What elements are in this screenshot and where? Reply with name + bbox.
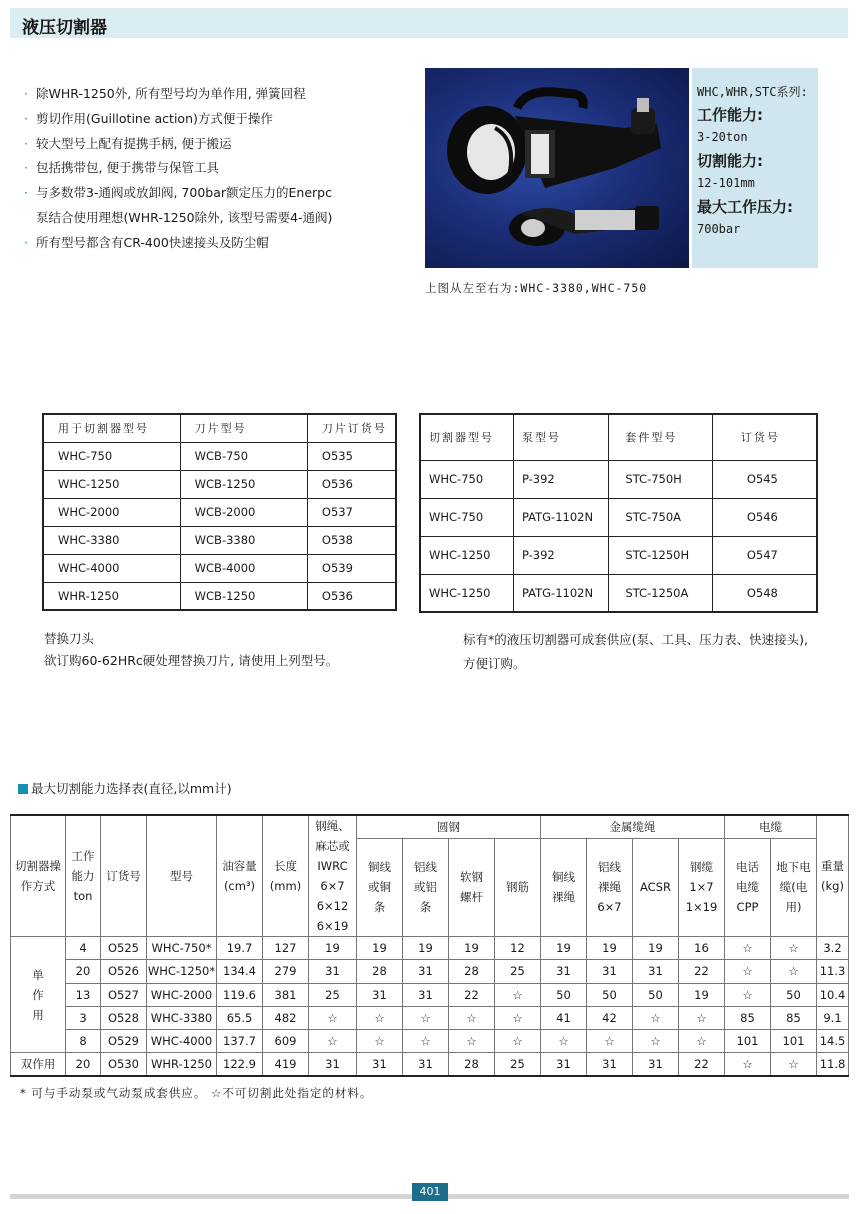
list-item-text: 包括携带包, 便于携带与保管工具 bbox=[36, 160, 219, 176]
table-cell: WHC-4000 bbox=[43, 554, 180, 582]
table-cell: ☆ bbox=[679, 1006, 725, 1029]
section-title bbox=[18, 779, 232, 797]
table-cell: O526 bbox=[101, 960, 147, 983]
spec-cut-label: 切割能力: bbox=[697, 152, 763, 170]
table-header: 油容量(cm³) bbox=[217, 815, 263, 937]
list-item bbox=[24, 132, 404, 157]
table-cell: 22 bbox=[449, 983, 495, 1006]
table-cell: 19 bbox=[357, 937, 403, 960]
spec-cut-value: 12-101mm bbox=[697, 176, 755, 190]
table-cell: ☆ bbox=[357, 1006, 403, 1029]
table-cell: 16 bbox=[679, 937, 725, 960]
table-cell: 19.7 bbox=[217, 937, 263, 960]
table-cell: 14.5 bbox=[817, 1030, 849, 1053]
title-bar bbox=[10, 8, 848, 38]
table-cell: O536 bbox=[307, 582, 396, 610]
table-cell: 28 bbox=[449, 960, 495, 983]
table-header: 钢缆1×7 1×19 bbox=[679, 838, 725, 936]
list-item bbox=[24, 181, 404, 206]
table-header: 重量(kg) bbox=[817, 815, 849, 937]
table-cell: 3.2 bbox=[817, 937, 849, 960]
table-cell: 50 bbox=[541, 983, 587, 1006]
table-cell: ☆ bbox=[495, 983, 541, 1006]
table-cell: 41 bbox=[541, 1006, 587, 1029]
table-cell: ☆ bbox=[309, 1030, 357, 1053]
table-cell: ☆ bbox=[449, 1006, 495, 1029]
spec-pressure-value: 700bar bbox=[697, 222, 741, 236]
list-item-text: 较大型号上配有提携手柄, 便于搬运 bbox=[36, 135, 232, 151]
table-cell: 28 bbox=[357, 960, 403, 983]
list-item bbox=[24, 231, 404, 256]
table-cell: 25 bbox=[495, 1053, 541, 1076]
table-cell: 31 bbox=[357, 1053, 403, 1076]
table-header: 钢绳、麻芯或IWRC 6×7 6×12 6×19 bbox=[309, 815, 357, 937]
table-header: 刀片订货号 bbox=[307, 414, 396, 442]
table-cell: 31 bbox=[541, 960, 587, 983]
table-cell: 19 bbox=[541, 937, 587, 960]
table-cell: WCB-1250 bbox=[180, 470, 307, 498]
table-cell: O547 bbox=[712, 536, 817, 574]
footnote: * 可与手动泵或气动泵成套供应。 ☆不可切割此处指定的材料。 bbox=[20, 1086, 373, 1100]
page-number: 401 bbox=[412, 1183, 448, 1201]
table-row bbox=[11, 983, 849, 1006]
table-cell: ☆ bbox=[403, 1006, 449, 1029]
table-cell: 134.4 bbox=[217, 960, 263, 983]
table-header: 软钢螺杆 bbox=[449, 838, 495, 936]
photo-caption: 上图从左至右为:WHC-3380,WHC-750 bbox=[425, 281, 648, 295]
spec-pressure-label: 最大工作压力: bbox=[697, 198, 793, 216]
note-title: 替换刀头 bbox=[44, 631, 95, 646]
table-row bbox=[43, 498, 396, 526]
table-cell: 9.1 bbox=[817, 1006, 849, 1029]
table-header-row bbox=[43, 414, 396, 442]
table-cell: 85 bbox=[771, 1006, 817, 1029]
table-cell: 25 bbox=[495, 960, 541, 983]
table-cell: WHC-4000 bbox=[147, 1030, 217, 1053]
table-cell: WHC-750 bbox=[420, 498, 513, 536]
bullet-icon: · bbox=[24, 160, 28, 176]
blade-table bbox=[42, 413, 397, 611]
table-cell: 31 bbox=[309, 960, 357, 983]
table-row bbox=[43, 526, 396, 554]
section-title-text: 最大切割能力选择表(直径,以mm计) bbox=[31, 781, 232, 796]
table-cell: 31 bbox=[587, 960, 633, 983]
capacity-table bbox=[10, 814, 849, 1077]
table-row bbox=[11, 937, 849, 960]
table-cell: WHC-1250 bbox=[420, 536, 513, 574]
table-cell: STC-1250H bbox=[609, 536, 712, 574]
table-cell: 42 bbox=[587, 1006, 633, 1029]
table-header: 用于切割器型号 bbox=[43, 414, 180, 442]
table-cell: O537 bbox=[307, 498, 396, 526]
table-header-row bbox=[420, 414, 817, 460]
table-cell: 31 bbox=[403, 960, 449, 983]
table-cell: WHC-750* bbox=[147, 937, 217, 960]
table-row bbox=[420, 460, 817, 498]
table-cell: O535 bbox=[307, 442, 396, 470]
table-cell: 122.9 bbox=[217, 1053, 263, 1076]
table-cell: WHC-2000 bbox=[147, 983, 217, 1006]
table-row bbox=[420, 498, 817, 536]
table-cell: 31 bbox=[587, 1053, 633, 1076]
table-cell: PATG-1102N bbox=[513, 498, 608, 536]
product-photo bbox=[425, 68, 689, 268]
table-cell: 22 bbox=[679, 960, 725, 983]
list-item bbox=[24, 82, 404, 107]
table-cell: O527 bbox=[101, 983, 147, 1006]
table-cell: ☆ bbox=[633, 1030, 679, 1053]
table-cell: 20 bbox=[66, 960, 101, 983]
table-cell: O539 bbox=[307, 554, 396, 582]
table-cell: 31 bbox=[633, 1053, 679, 1076]
table-cell: P-392 bbox=[513, 536, 608, 574]
table-cell: WHC-1250 bbox=[43, 470, 180, 498]
table-cell: 13 bbox=[66, 983, 101, 1006]
table-cell: 19 bbox=[587, 937, 633, 960]
list-item-continuation: 泵结合使用理想(WHR-1250除外, 该型号需要4-通阀) bbox=[36, 209, 333, 225]
spec-capacity-label: 工作能力: bbox=[697, 106, 763, 124]
table-cell: O525 bbox=[101, 937, 147, 960]
table-cell: 119.6 bbox=[217, 983, 263, 1006]
table-cell: 65.5 bbox=[217, 1006, 263, 1029]
bullet-icon: · bbox=[24, 110, 28, 126]
table-cell: ☆ bbox=[771, 937, 817, 960]
table-cell: WCB-4000 bbox=[180, 554, 307, 582]
spec-capacity-value: 3-20ton bbox=[697, 130, 748, 144]
table-cell: O536 bbox=[307, 470, 396, 498]
spec-box bbox=[692, 68, 818, 268]
table-cell: 419 bbox=[263, 1053, 309, 1076]
table-cell: 3 bbox=[66, 1006, 101, 1029]
table-cell: WHC-1250* bbox=[147, 960, 217, 983]
table-cell: ☆ bbox=[725, 1053, 771, 1076]
table-cell: O529 bbox=[101, 1030, 147, 1053]
table-header: 铝线裸绳6×7 bbox=[587, 838, 633, 936]
table-header: 刀片型号 bbox=[180, 414, 307, 442]
table-cell: 31 bbox=[403, 983, 449, 1006]
op-mode-double: 双作用 bbox=[11, 1053, 66, 1076]
table-cell: WHC-2000 bbox=[43, 498, 180, 526]
table-cell: 20 bbox=[66, 1053, 101, 1076]
table-cell: 11.3 bbox=[817, 960, 849, 983]
table-header: 长度(mm) bbox=[263, 815, 309, 937]
table-cell: STC-750H bbox=[609, 460, 712, 498]
square-bullet-icon bbox=[18, 784, 28, 794]
note-text: 欲订购60-62HRc硬处理替换刀片, 请使用上列型号。 bbox=[44, 653, 339, 668]
table-cell: PATG-1102N bbox=[513, 574, 608, 612]
table-header: 切割器操作方式 bbox=[11, 815, 66, 937]
table-cell: 50 bbox=[771, 983, 817, 1006]
table-row bbox=[420, 574, 817, 612]
bullet-icon: · bbox=[24, 86, 28, 101]
table-cell: ☆ bbox=[725, 983, 771, 1006]
table-cell: 22 bbox=[679, 1053, 725, 1076]
table-cell: 19 bbox=[633, 937, 679, 960]
table-header: 订货号 bbox=[712, 414, 817, 460]
table-cell: ☆ bbox=[725, 937, 771, 960]
table-cell: 101 bbox=[725, 1030, 771, 1053]
table-header: 铜线裸绳 bbox=[541, 838, 587, 936]
table-cell: 19 bbox=[403, 937, 449, 960]
table-cell: ☆ bbox=[771, 960, 817, 983]
table-cell: ☆ bbox=[541, 1030, 587, 1053]
table-cell: ☆ bbox=[309, 1006, 357, 1029]
table-row bbox=[43, 554, 396, 582]
table-cell: O546 bbox=[712, 498, 817, 536]
table-row bbox=[420, 536, 817, 574]
table-cell: ☆ bbox=[725, 960, 771, 983]
page-title: 液压切割器 bbox=[22, 18, 107, 38]
table-cell: 10.4 bbox=[817, 983, 849, 1006]
table-header: 型号 bbox=[147, 815, 217, 937]
table-cell: 12 bbox=[495, 937, 541, 960]
table-cell: WCB-750 bbox=[180, 442, 307, 470]
feature-list bbox=[24, 82, 404, 256]
table-cell: WCB-2000 bbox=[180, 498, 307, 526]
table-cell: 单作用 bbox=[32, 967, 44, 1022]
bullet-icon: · bbox=[24, 185, 28, 201]
hydraulic-cutter-illustration bbox=[425, 68, 689, 268]
table-cell: WHC-1250 bbox=[420, 574, 513, 612]
table-cell: 19 bbox=[309, 937, 357, 960]
table-row bbox=[43, 442, 396, 470]
list-item-text: 与多数带3-通阀或放卸阀, 700bar额定压力的Enerpc bbox=[36, 185, 332, 201]
table-header: 铝线或铝条 bbox=[403, 838, 449, 936]
table-cell: 25 bbox=[309, 983, 357, 1006]
table-cell: 8 bbox=[66, 1030, 101, 1053]
table-cell: ☆ bbox=[449, 1030, 495, 1053]
table-group-header: 电缆 bbox=[725, 815, 817, 838]
table-cell: 137.7 bbox=[217, 1030, 263, 1053]
table-row bbox=[11, 1006, 849, 1029]
table-cell: 31 bbox=[541, 1053, 587, 1076]
table-header: 泵型号 bbox=[513, 414, 608, 460]
table-group-header-row bbox=[11, 815, 849, 838]
list-item-text: 所有型号都含有CR-400快速接头及防尘帽 bbox=[36, 234, 269, 250]
table-cell: 19 bbox=[449, 937, 495, 960]
table-cell: WCB-3380 bbox=[180, 526, 307, 554]
table-cell: 50 bbox=[633, 983, 679, 1006]
table-cell: ☆ bbox=[357, 1030, 403, 1053]
table-cell: ☆ bbox=[587, 1030, 633, 1053]
table-row bbox=[11, 960, 849, 983]
table-cell: WHC-750 bbox=[420, 460, 513, 498]
table-row bbox=[43, 582, 396, 610]
op-mode-single bbox=[11, 937, 66, 1053]
table-cell: 101 bbox=[771, 1030, 817, 1053]
table-cell: O530 bbox=[101, 1053, 147, 1076]
table-cell: WHC-3380 bbox=[43, 526, 180, 554]
table-cell: 31 bbox=[403, 1053, 449, 1076]
table-cell: WCB-1250 bbox=[180, 582, 307, 610]
replacement-blade-note bbox=[44, 628, 338, 672]
spec-series: WHC,WHR,STC系列: bbox=[697, 85, 808, 99]
table-cell: ☆ bbox=[679, 1030, 725, 1053]
table-cell: STC-750A bbox=[609, 498, 712, 536]
table-cell: WHR-1250 bbox=[43, 582, 180, 610]
table-header: 套件型号 bbox=[609, 414, 712, 460]
table-row bbox=[11, 1030, 849, 1053]
table-row bbox=[11, 1053, 849, 1076]
table-cell: WHC-750 bbox=[43, 442, 180, 470]
table-cell: O545 bbox=[712, 460, 817, 498]
table-header: 切割器型号 bbox=[420, 414, 513, 460]
list-item-text: 剪切作用(Guillotine action)方式便于操作 bbox=[36, 110, 273, 126]
table-cell: WHR-1250 bbox=[147, 1053, 217, 1076]
table-cell: 4 bbox=[66, 937, 101, 960]
table-header: 铜线或铜条 bbox=[357, 838, 403, 936]
list-item bbox=[24, 107, 404, 132]
table-cell: ☆ bbox=[403, 1030, 449, 1053]
set-table bbox=[419, 413, 818, 613]
table-cell: O538 bbox=[307, 526, 396, 554]
table-group-header: 圆钢 bbox=[357, 815, 541, 838]
table-cell: O548 bbox=[712, 574, 817, 612]
table-header: 地下电缆(电用) bbox=[771, 838, 817, 936]
table-header: 订货号 bbox=[101, 815, 147, 937]
table-cell: 85 bbox=[725, 1006, 771, 1029]
list-item-text: 除WHR-1250外, 所有型号均为单作用, 弹簧回程 bbox=[36, 86, 306, 101]
table-cell: P-392 bbox=[513, 460, 608, 498]
table-cell: 31 bbox=[309, 1053, 357, 1076]
table-body bbox=[11, 937, 849, 1077]
table-cell: ☆ bbox=[771, 1053, 817, 1076]
table-cell: ☆ bbox=[633, 1006, 679, 1029]
table-cell: WHC-3380 bbox=[147, 1006, 217, 1029]
table-cell: 31 bbox=[357, 983, 403, 1006]
table-cell: 381 bbox=[263, 983, 309, 1006]
table-cell: 50 bbox=[587, 983, 633, 1006]
bullet-icon: · bbox=[24, 135, 28, 151]
table-header: ACSR bbox=[633, 838, 679, 936]
table-cell: O528 bbox=[101, 1006, 147, 1029]
list-item bbox=[24, 156, 404, 181]
table-cell: 609 bbox=[263, 1030, 309, 1053]
table-cell: 127 bbox=[263, 937, 309, 960]
table-header: 电话电缆CPP bbox=[725, 838, 771, 936]
table-header: 钢筋 bbox=[495, 838, 541, 936]
table-group-header: 金属缆绳 bbox=[541, 815, 725, 838]
table-cell: 482 bbox=[263, 1006, 309, 1029]
table-cell: ☆ bbox=[495, 1030, 541, 1053]
table-cell: 279 bbox=[263, 960, 309, 983]
bullet-icon: · bbox=[24, 234, 28, 250]
table-cell: 19 bbox=[679, 983, 725, 1006]
set-supply-note: 标有*的液压切割器可成套供应(泵、工具、压力表、快速接头), 方便订购。 bbox=[463, 632, 808, 671]
table-cell: 31 bbox=[633, 960, 679, 983]
table-cell: ☆ bbox=[495, 1006, 541, 1029]
table-header: 工作能力ton bbox=[66, 815, 101, 937]
table-cell: 11.8 bbox=[817, 1053, 849, 1076]
table-cell: 28 bbox=[449, 1053, 495, 1076]
table-row bbox=[43, 470, 396, 498]
table-cell: STC-1250A bbox=[609, 574, 712, 612]
